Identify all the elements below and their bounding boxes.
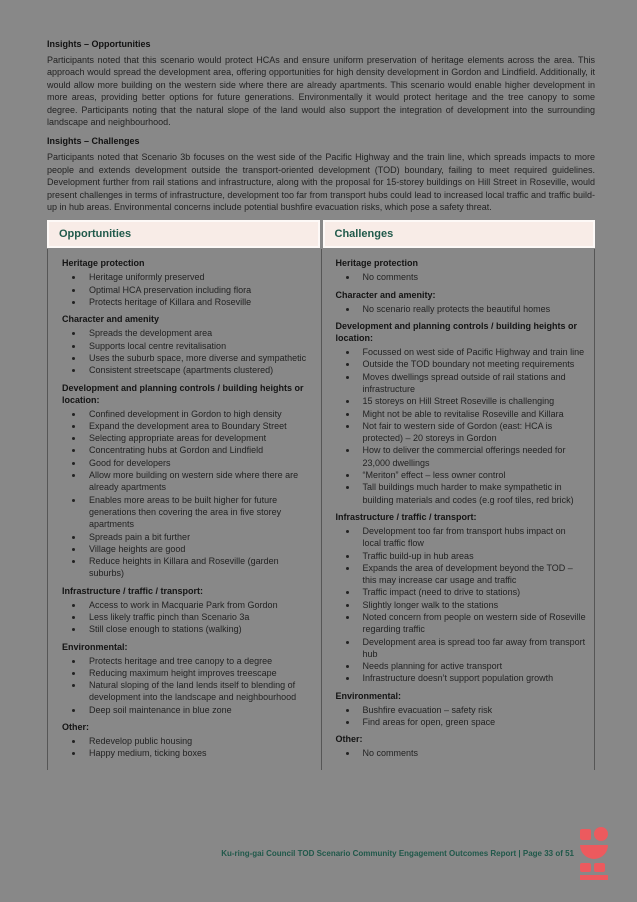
section-title: Heritage protection [62, 258, 145, 269]
bullet-item: • Bushfire evacuation – safety risk [358, 704, 587, 716]
bullet-item: • “Meriton” effect – less owner control [358, 469, 587, 481]
bullet-item: • Allow more building on western side where there are already apartments [84, 469, 313, 494]
bullet-item: • Traffic impact (need to drive to stations) [358, 586, 587, 598]
bullet-item: • Heritage uniformly preserved [84, 271, 313, 283]
bullet-item: • Outside the TOD boundary not meeting requirements [358, 358, 587, 370]
bullet-list [62, 599, 313, 636]
bullet-item: • Confined development in Gordon to high density [84, 408, 313, 420]
bullet-list [336, 704, 587, 729]
bullet-item: • Needs planning for active transport [358, 660, 587, 672]
bullet-item: • Spreads pain a bit further [84, 531, 313, 543]
bullet-list [336, 525, 587, 685]
bullet-item: • Expands the area of development beyond the TOD – this may increase car usage and traffic [358, 562, 587, 587]
bullet-item: • No comments [358, 747, 587, 759]
bullet-item: • 15 storeys on Hill Street Roseville is challenging [358, 395, 587, 407]
bullet-item: • Development too far from transport hubs impact on local traffic flow [358, 525, 587, 550]
opportunities-column-header: Opportunities [47, 220, 320, 248]
bullet-list [62, 327, 313, 376]
bullet-item: • Reduce heights in Killara and Roseville (garden suburbs) [84, 555, 313, 580]
section-title: Other: [62, 722, 89, 733]
opportunities-challenges-table [47, 220, 595, 769]
bullet-item: • Might not be able to revitalise Roseville and Killara [358, 408, 587, 420]
bullet-item: • Village heights are good [84, 543, 313, 555]
bullet-item: • Redevelop public housing [84, 735, 313, 747]
challenges-column [322, 249, 595, 769]
bullet-item: • Moves dwellings spread outside of rail stations and infrastructure [358, 371, 587, 396]
bullet-item: • Spreads the development area [84, 327, 313, 339]
bullet-item: • No comments [358, 271, 587, 283]
bullet-list [336, 747, 587, 759]
section-title: Development and planning controls / building heights or location: [62, 382, 304, 405]
table-header-row [47, 220, 595, 248]
bullet-item: • Consistent streetscape (apartments clustered) [84, 364, 313, 376]
table-body-row [47, 249, 595, 769]
bullet-list [336, 303, 587, 315]
bullet-list [62, 735, 313, 760]
opportunities-column [48, 249, 322, 769]
bullet-item: • Find areas for open, green space [358, 716, 587, 728]
bullet-item: • Concentrating hubs at Gordon and Lindfield [84, 444, 313, 456]
bullet-item: • Focussed on west side of Pacific Highway and train line [358, 346, 587, 358]
bullet-item: • Natural sloping of the land lends itself to blending of development into the landscape and neighbourhood [84, 679, 313, 704]
bullet-list [336, 346, 587, 506]
section-title: Infrastructure / traffic / transport: [62, 585, 204, 596]
bullet-item: • Expand the development area to Boundary Street [84, 420, 313, 432]
bullet-item: • Still close enough to stations (walking) [84, 623, 313, 635]
bullet-list [62, 655, 313, 716]
bullet-item: • Supports local centre revitalisation [84, 340, 313, 352]
kuringgai-council-logo-icon [580, 826, 612, 880]
bullet-item: • Infrastructure doesn’t support population growth [358, 672, 587, 684]
section-title: Environmental: [62, 641, 128, 652]
bullet-item: • Optimal HCA preservation including flora [84, 284, 313, 296]
bullet-list [62, 271, 313, 308]
bullet-item: • How to deliver the commercial offerings needed for 23,000 dwellings [358, 444, 587, 469]
bullet-item: • No scenario really protects the beautiful homes [358, 303, 587, 315]
bullet-list [62, 408, 313, 580]
section-title: Heritage protection [335, 258, 419, 269]
bullet-item: • Protects heritage of Killara and Roseville [84, 296, 313, 308]
section-title: Character and amenity: [335, 289, 436, 300]
bullet-item: • Deep soil maintenance in blue zone [84, 704, 313, 716]
bullet-item: • Slightly longer walk to the stations [358, 599, 587, 611]
section-title: Other: [335, 734, 363, 745]
bullet-item: • Not fair to western side of Gordon (east: HCA is protected) – 20 storeys in Gordon [358, 420, 587, 445]
insights-opportunities-paragraph: Participants noted that this scenario would protect HCAs and ensure uniform preservation of heritage elements across the area. This approach would spread the development area, offering opportunities for high density development in Gordon and Lindfield. Additionally, it would allow more building on the western side where there are already apartments. This scenario would enable higher development in more areas, providing better options for future generations. Environmentally it would protect heritage and the tree canopy to some degree. Participants noting that the natural slope of the land would also support the integration of development into the surrounding landscape and neighbourhood. [47, 55, 595, 128]
section-title: Environmental: [335, 690, 402, 701]
section-title: Infrastructure / traffic / transport: [335, 511, 477, 522]
section-title: Character and amenity [62, 314, 160, 325]
bullet-item: • Noted concern from people on western side of Roseville regarding traffic [358, 611, 587, 636]
bullet-item: • Enables more areas to be built higher for future generations then covering the area in five storey apartments [84, 494, 313, 531]
insights-opportunities-heading: Insights – Opportunities [47, 39, 151, 49]
footer-report-title-and-page-number: Ku-ring-gai Council TOD Scenario Community Engagement Outcomes Report | Page 33 of 51 [221, 848, 574, 858]
insights-challenges-heading: Insights – Challenges [47, 136, 140, 147]
bullet-item: • Tall buildings much harder to make sympathetic in building materials and codes (e.g roof tiles, red brick) [358, 481, 587, 506]
challenges-column-header: Challenges [323, 220, 596, 248]
bullet-item: • Selecting appropriate areas for development [84, 432, 313, 444]
bullet-item: • Uses the suburb space, more diverse and sympathetic [84, 352, 313, 364]
bullet-item: • Happy medium, ticking boxes [84, 747, 313, 759]
bullet-item: • Good for developers [84, 457, 313, 469]
bullet-item: • Development area is spread too far away from transport hub [358, 636, 587, 661]
bullet-item: • Less likely traffic pinch than Scenario 3a [84, 611, 313, 623]
section-title: Development and planning controls / building heights or location: [335, 321, 578, 344]
bullet-item: • Access to work in Macquarie Park from Gordon [84, 599, 313, 611]
insights-challenges-paragraph: Participants noted that Scenario 3b focuses on the west side of the Pacific Highway and the train line, which spreads impacts to more people and extends development outside the transport-oriented development (TOD) boundary, failing to meet required guidelines. Development further from rail stations and infrastructure, along with the proposal for 15-storey buildings on Hill Street in Roseville, would present challenges in terms of infrastructure, development too far from transport hubs could lead to increased local traffic and traffic build-up in hub areas. Environmental concerns include potential bushfire evacuation risks, which pose a safety threat. [47, 152, 595, 213]
bullet-item: • Traffic build-up in hub areas [358, 550, 587, 562]
bullet-item: • Reducing maximum height improves treescape [84, 667, 313, 679]
bullet-list [336, 271, 587, 283]
page-footer [47, 826, 612, 880]
bullet-item: • Protects heritage and tree canopy to a degree [84, 655, 313, 667]
